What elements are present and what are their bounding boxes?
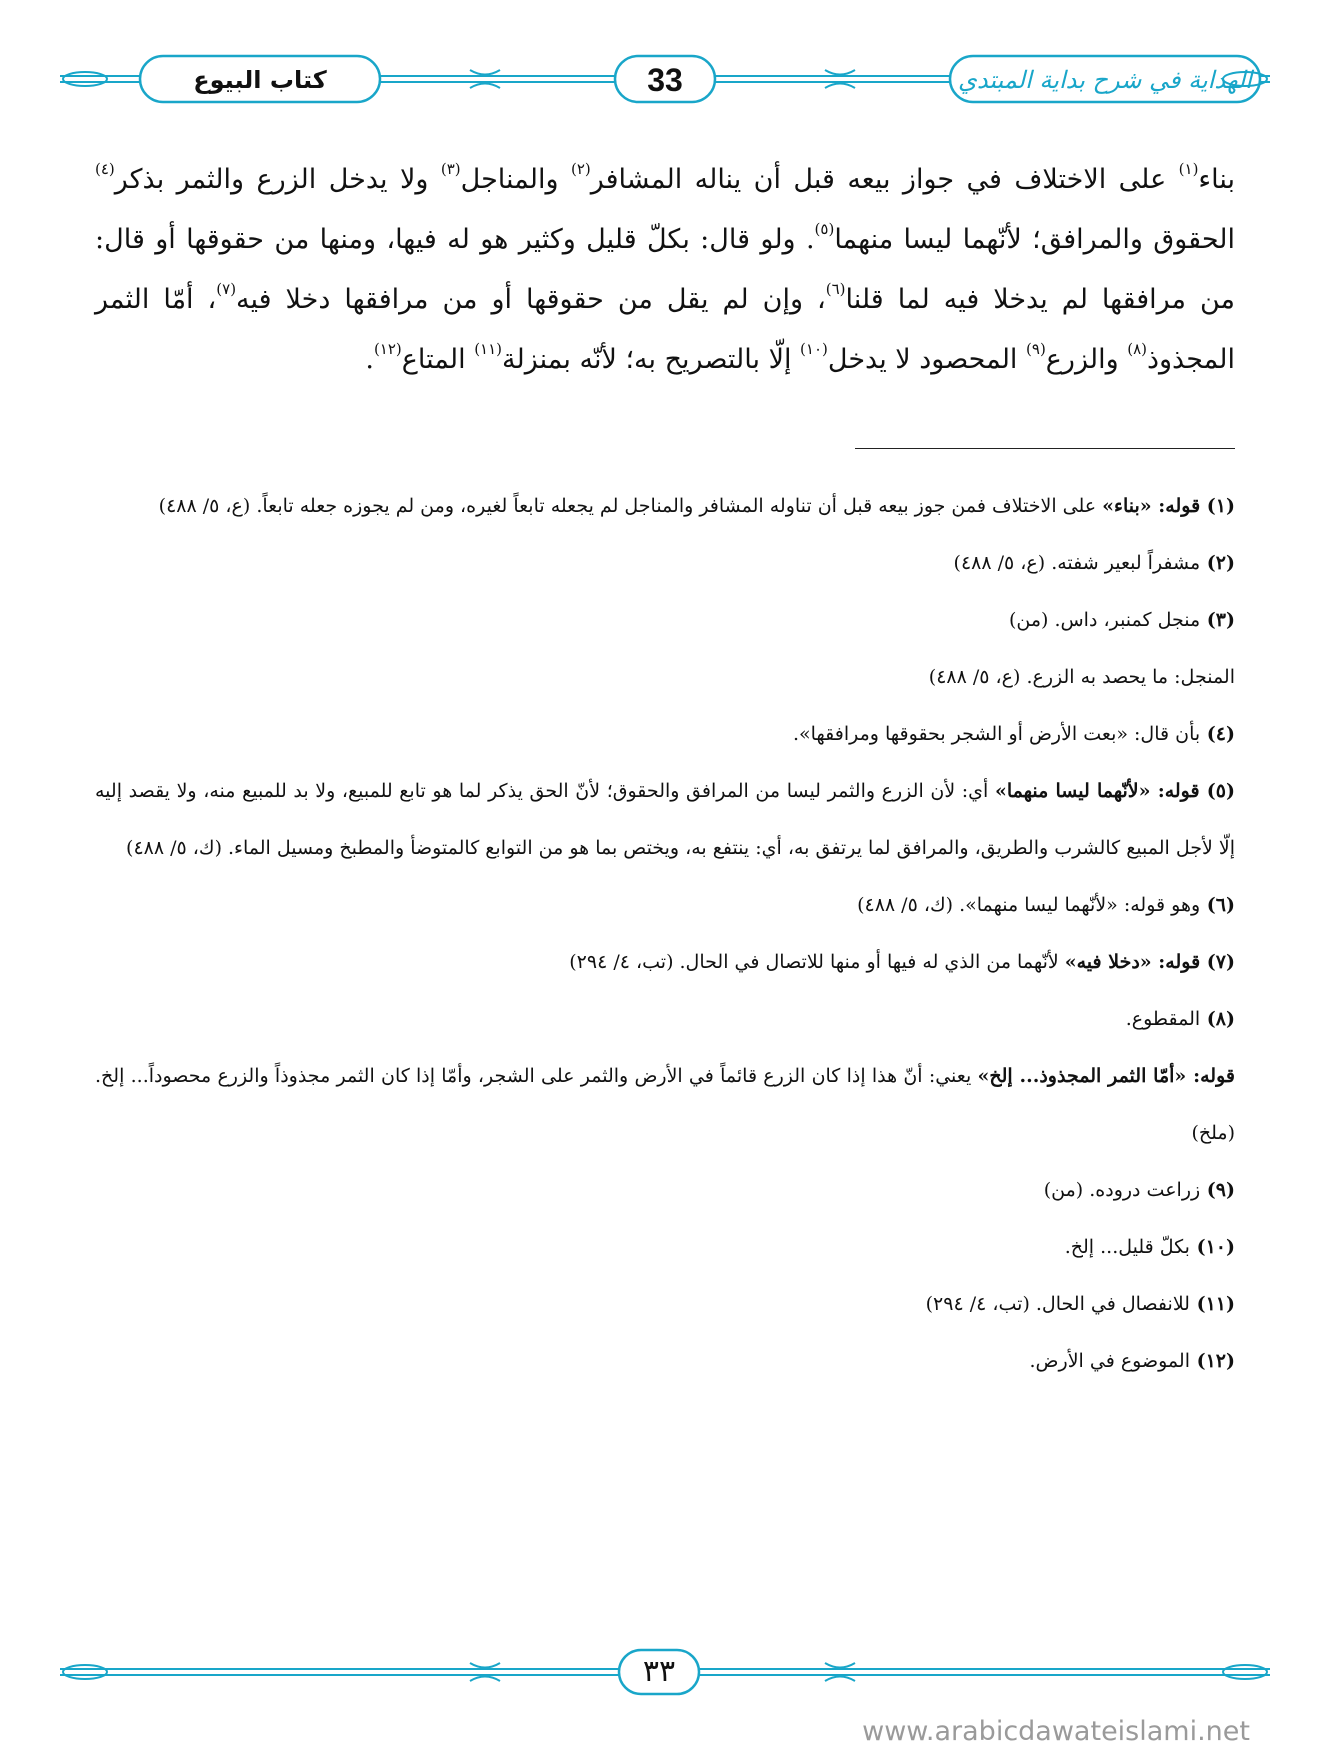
footnote-number: (٨) bbox=[1200, 1008, 1235, 1030]
footnote-text: للانفصال في الحال. (تب، ٤/ ٢٩٤) bbox=[925, 1293, 1190, 1315]
main-text-segment: المجذوذ bbox=[1146, 344, 1235, 375]
footnote-quote: قوله: «أمّا الثمر المجذوذ... إلخ» bbox=[977, 1065, 1235, 1087]
header-page-number: 33 bbox=[647, 62, 683, 98]
watermark-url: www.arabicdawateislami.net bbox=[862, 1716, 1250, 1747]
footnote-marker: (٤) bbox=[95, 160, 115, 178]
footnote-text: المقطوع. bbox=[1125, 1008, 1201, 1030]
footnote bbox=[95, 535, 1235, 592]
main-text-segment: على الاختلاف في جواز بيعه قبل أن يناله المشافر bbox=[590, 164, 1179, 195]
footnote-marker: (٩) bbox=[1026, 340, 1046, 358]
footnote bbox=[95, 1333, 1235, 1390]
footnote bbox=[95, 1162, 1235, 1219]
footnote-text: على الاختلاف فمن جوز بيعه قبل أن تناوله المشافر والمناجل لم يجعله تابعاً لغيره، ومن لم يجوزه جعله تابعاً. (ع، ٥/ ٤٨٨) bbox=[158, 495, 1103, 517]
footer-page-number: ٣٣ bbox=[642, 1654, 676, 1689]
footnote-text: أي: لأن الزرع والثمر ليسا من المرافق والحقوق؛ لأنّ الحق يذكر لما هو تابع للمبيع، ولا بد للمبيع منه، ولا يقصد إليه إلّا لأجل المبيع كالشرب والطريق، والمرافق لما يرتفق به، أي: ينتفع به، ويختص بما هو من التوابع كالمتوضأ والمطبخ ومسيل الماء. (ك، ٥/ ٤٨٨) bbox=[95, 780, 1235, 859]
footnote-marker: (٦) bbox=[825, 280, 846, 298]
footnote-text: منجل كمنبر، داس. (من) bbox=[1008, 609, 1201, 631]
footnote bbox=[95, 934, 1235, 991]
main-text-segment: الحقوق والمرافق؛ لأنّهما ليسا منهما bbox=[834, 224, 1235, 255]
footnote-text: الموضوع في الأرض. bbox=[1029, 1350, 1190, 1372]
footnote bbox=[95, 1276, 1235, 1333]
main-text-segment: المتاع bbox=[401, 344, 475, 375]
footnote-marker: (٢) bbox=[570, 160, 591, 178]
footnote bbox=[95, 592, 1235, 649]
footnote-text: بأن قال: «بعت الأرض أو الشجر بحقوقها ومرافقها». bbox=[792, 723, 1201, 745]
footnotes bbox=[95, 478, 1235, 1390]
footnote-text: مشفراً لبعير شفته. (ع، ٥/ ٤٨٨) bbox=[953, 552, 1201, 574]
footnote-number: (٣) bbox=[1200, 609, 1235, 631]
footnote-text: لأنّهما من الذي له فيها أو منها للاتصال في الحال. (تب، ٤/ ٢٩٤) bbox=[569, 951, 1065, 973]
footnote-number: (٦) bbox=[1200, 894, 1235, 916]
footnote bbox=[95, 1048, 1235, 1162]
footnote-marker: (٣) bbox=[440, 160, 461, 178]
footnote-number: (٢) bbox=[1200, 552, 1235, 574]
footnote-number: (١) bbox=[1200, 495, 1235, 517]
footnote-number: (١٠) bbox=[1189, 1236, 1235, 1258]
footnote-quote: قوله: «بناء» bbox=[1102, 495, 1201, 517]
footnote-number: (٤) bbox=[1200, 723, 1235, 745]
footnote bbox=[95, 763, 1235, 877]
footnote bbox=[95, 478, 1235, 535]
main-text-segment: ، وإن لم يقل من حقوقها أو من مرافقها دخلا فيه bbox=[236, 284, 826, 315]
footnote-text: وهو قوله: «لأنّهما ليسا منهما». (ك، ٥/ ٤٨٨) bbox=[857, 894, 1201, 916]
footnote-marker: (١) bbox=[1178, 160, 1199, 178]
footnote-quote: قوله: «دخلا فيه» bbox=[1064, 951, 1201, 973]
main-text-segment: إلّا بالتصريح به؛ لأنّه بمنزلة bbox=[502, 344, 801, 375]
footnote-marker: (٨) bbox=[1127, 340, 1147, 358]
footnote-marker: (١٢) bbox=[373, 340, 402, 358]
footnote bbox=[95, 706, 1235, 763]
main-text-segment: من مرافقها لم يدخلا فيه لما قلنا bbox=[845, 284, 1236, 315]
footnote-number: (١١) bbox=[1189, 1293, 1235, 1315]
footnote-number: (٩) bbox=[1200, 1179, 1235, 1201]
footnote-quote: قوله: «لأنّهما ليسا منهما» bbox=[994, 780, 1200, 802]
footnote-marker: (١٠) bbox=[800, 340, 828, 358]
footnote-divider bbox=[855, 448, 1235, 449]
footnote bbox=[95, 877, 1235, 934]
footnote-number: (٧) bbox=[1200, 951, 1235, 973]
footnote-marker: (١١) bbox=[474, 340, 503, 358]
main-text-segment: ولا يدخل الزرع والثمر بذكر bbox=[114, 164, 441, 195]
footnote-number: (٥) bbox=[1199, 780, 1236, 802]
main-text bbox=[95, 150, 1235, 390]
footnote bbox=[95, 1219, 1235, 1276]
footnote-marker: (٧) bbox=[216, 280, 237, 298]
footnote-number: (١٢) bbox=[1189, 1350, 1235, 1372]
page-footer bbox=[0, 1640, 1319, 1710]
main-text-segment: المحصود لا يدخل bbox=[827, 344, 1027, 375]
main-text-segment: والمناجل bbox=[460, 164, 571, 195]
footnote-text: المنجل: ما يحصد به الزرع. (ع، ٥/ ٤٨٨) bbox=[928, 666, 1235, 688]
main-paragraph bbox=[95, 150, 1235, 390]
main-text-segment: . bbox=[365, 344, 374, 375]
main-text-segment: . ولو قال: بكلّ قليل وكثير هو له فيها، ومنها من حقوقها أو قال: bbox=[95, 224, 815, 255]
book-title: كتاب البيوع bbox=[193, 66, 327, 94]
page-header bbox=[0, 0, 1319, 120]
footnote-text: يعني: أنّ هذا إذا كان الزرع قائماً في الأرض والثمر على الشجر، وأمّا إذا كان الثمر مجذوذاً والزرع محصوداً... إلخ. (ملخ) bbox=[95, 1065, 1235, 1144]
footnote-text: زراعت دروده. (من) bbox=[1043, 1179, 1201, 1201]
footnote bbox=[95, 649, 1235, 706]
footnote bbox=[95, 991, 1235, 1048]
main-text-segment: والزرع bbox=[1045, 344, 1128, 375]
footnote-text: بكلّ قليل... إلخ. bbox=[1064, 1236, 1190, 1258]
footnote-marker: (٥) bbox=[814, 220, 835, 238]
series-title: الهداية في شرح بداية المبتدي bbox=[958, 66, 1252, 94]
main-text-segment: ، أمّا الثمر bbox=[95, 284, 217, 315]
main-text-segment: بناء bbox=[1198, 164, 1236, 195]
